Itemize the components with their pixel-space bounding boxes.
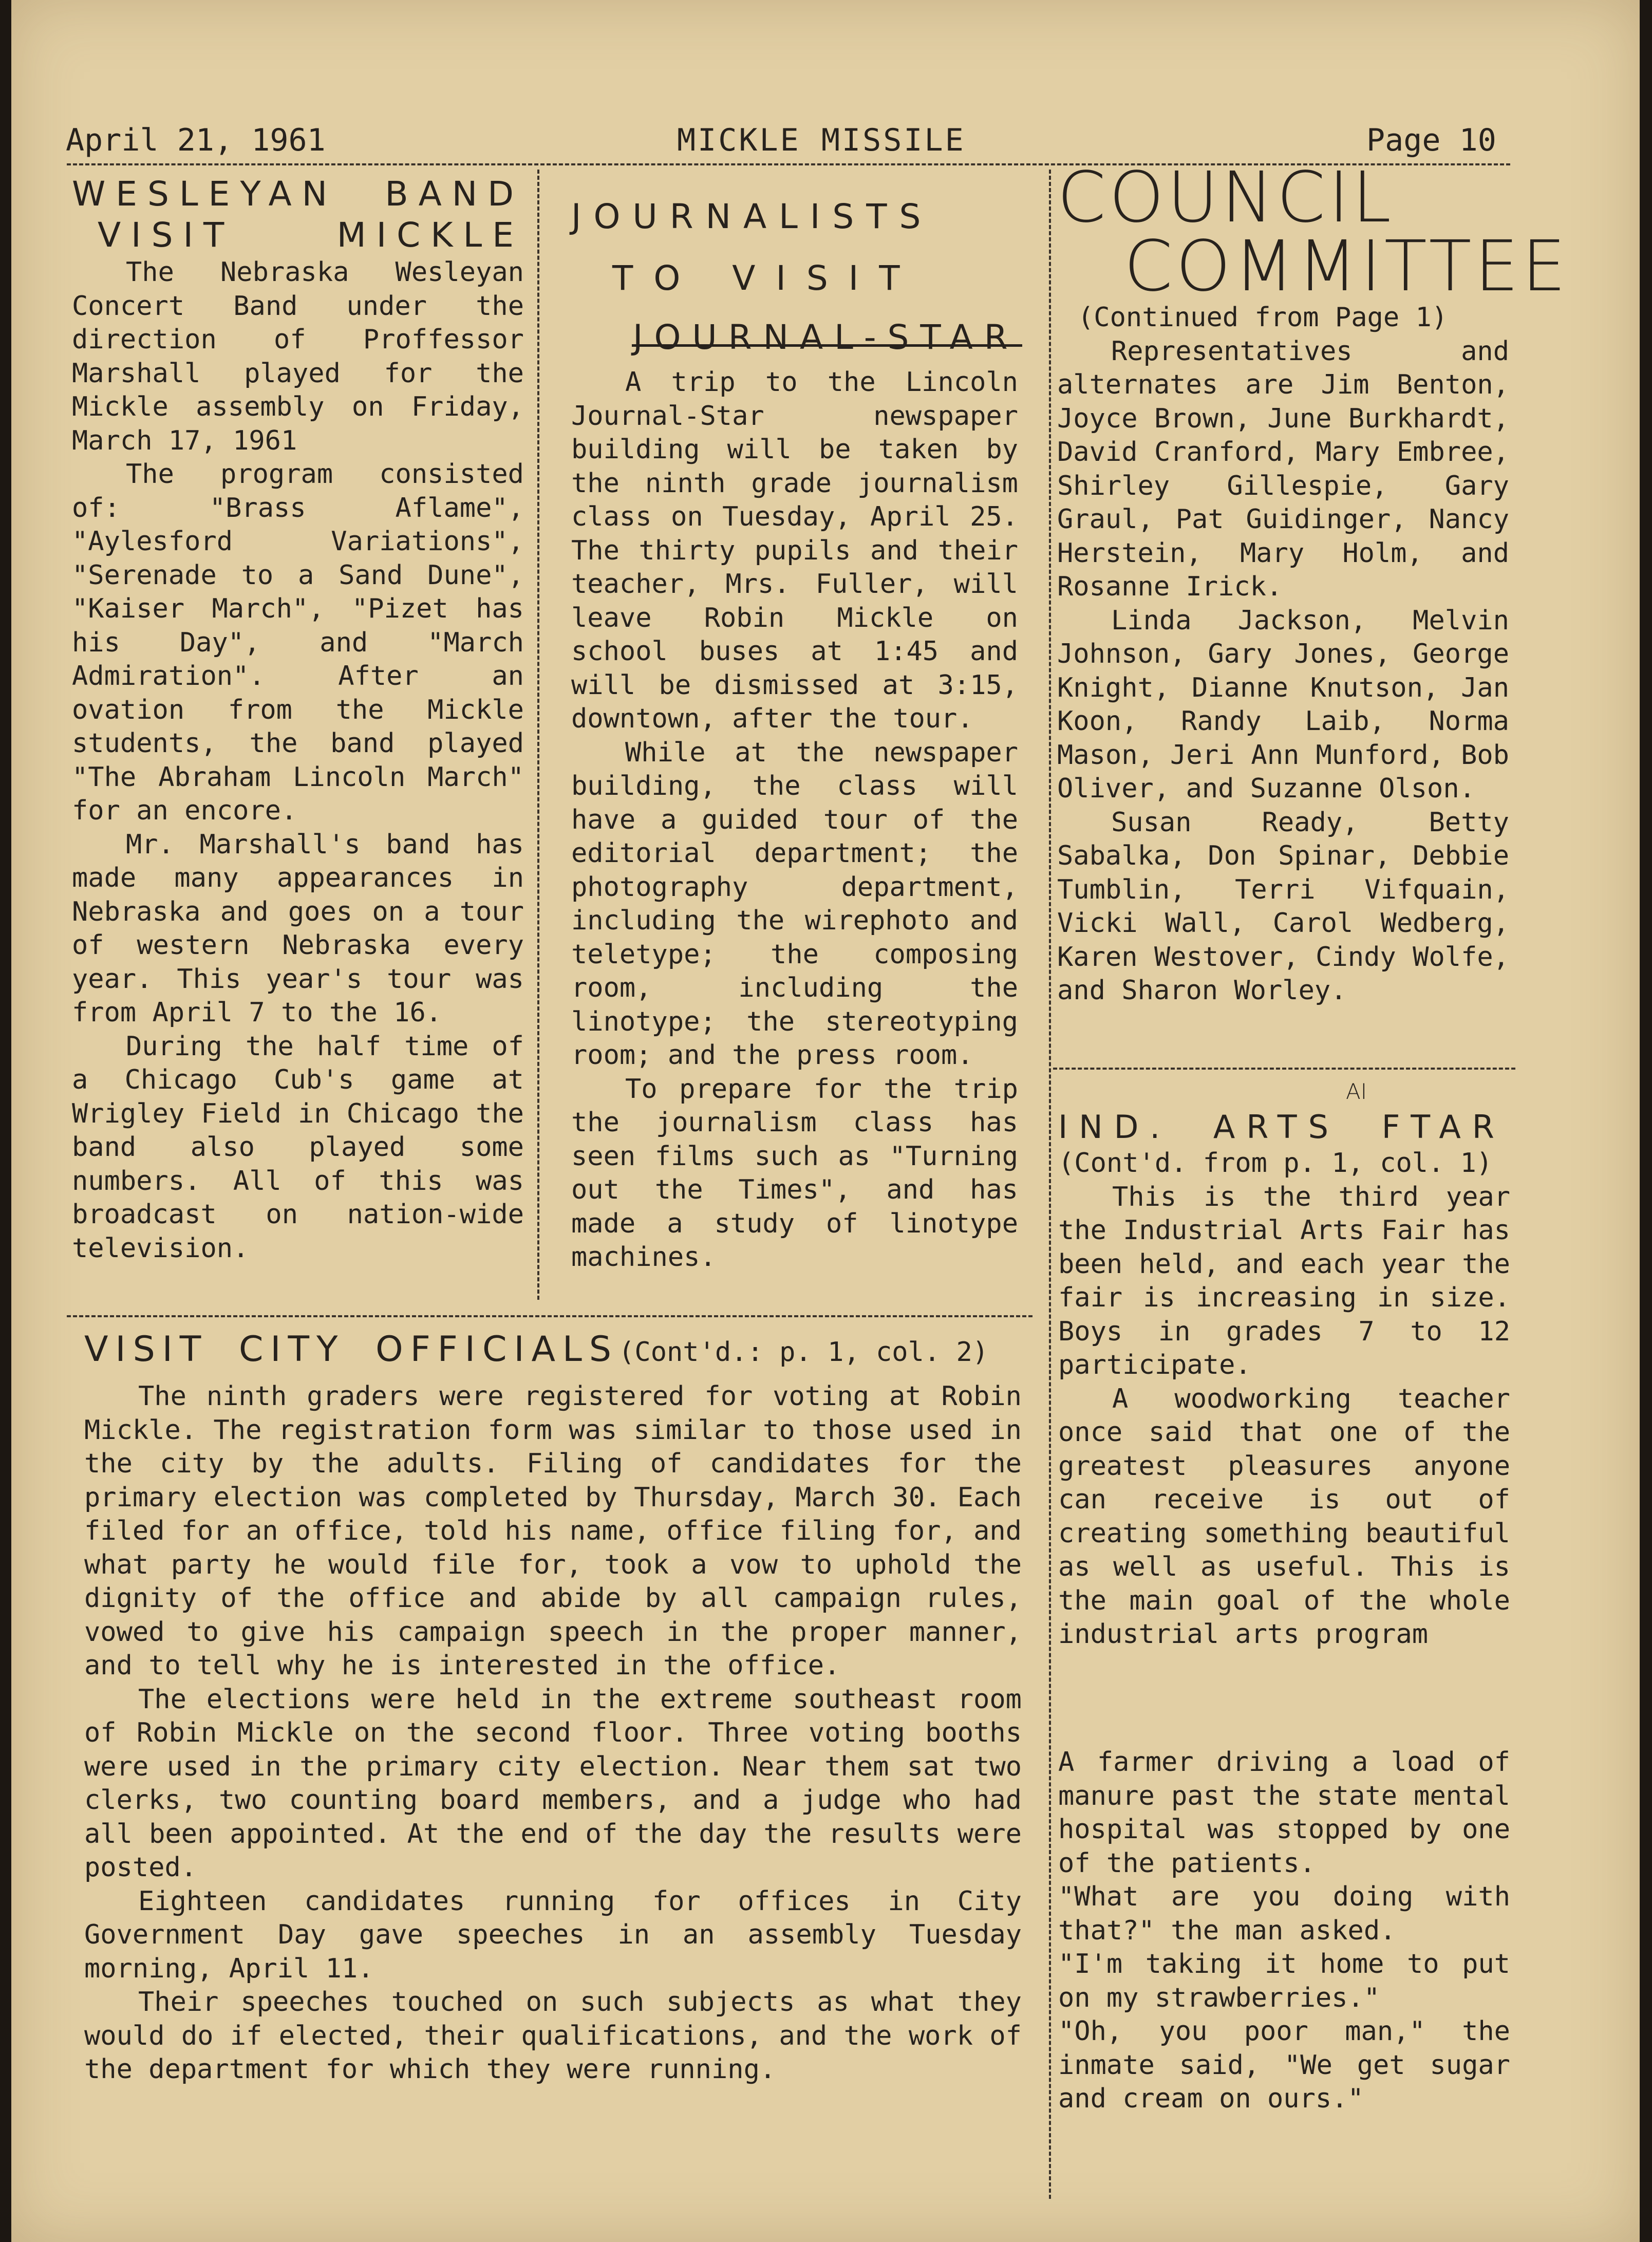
council-paragraph: Linda Jackson, Melvin Johnson, Gary Jones, George Knight, Dianne Knutson, Jan Koon, Randy Laib, Norma Mason, Jeri Ann Munford, Bob Oliver, and Suzanne Olson.: [1057, 605, 1509, 804]
journalists-paragraph: While at the newspaper building, the class will have a guided tour of the editorial department; the photography department, including the wirephoto and teletype; the composing room, including the linotype; the stereotyping room; and the press room.: [571, 737, 1018, 1071]
officials-headline-row: [84, 1328, 1022, 1380]
journalists-headline-line2: TO VISIT: [612, 258, 921, 298]
indarts-continued-note: (Cont'd. from p. 1, col. 1): [1058, 1148, 1493, 1179]
council-headline-line2: COMMITTEE: [1124, 226, 1569, 307]
council-continued-note: (Continued from Page 1): [1078, 302, 1448, 333]
column-divider-2: [1049, 170, 1051, 2199]
council-end-rule: [1053, 1068, 1515, 1070]
indarts-headline-block: [1058, 1079, 1510, 1147]
wesleyan-paragraph: The program consisted of: "Brass Aflame", "Aylesford Variations", "Serenade to a Sand Dune", "Kaiser March", "Pizet has his Day", and "March Admiration". After an ovation from the Mickle students, the band played "The Abraham Lincoln March" for an encore.: [72, 459, 524, 826]
newspaper-title: MICKLE MISSILE: [677, 122, 966, 158]
officials-continued-note: (Cont'd.: p. 1, col. 2): [618, 1337, 989, 1368]
article-journalists: [571, 186, 1018, 1275]
officials-top-rule: [67, 1315, 1032, 1317]
journalists-paragraph: To prepare for the trip the journalism class has seen films such as "Turning out the Times", and has made a study of linotype machines.: [571, 1073, 1018, 1273]
wesleyan-paragraph: During the half time of a Chicago Cub's game at Wrigley Field in Chicago the band also played some numbers. All of this was broadcast on nation-wide television.: [72, 1031, 524, 1264]
joke-line: "I'm taking it home to put on my strawberries.": [1058, 1949, 1510, 2013]
article-wesleyan: [72, 174, 524, 1265]
officials-headline: VISIT CITY OFFICIALS: [84, 1329, 619, 1370]
council-headline-line1: COUNCIL: [1057, 157, 1395, 238]
indarts-paragraph: This is the third year the Industrial Arts Fair has been held, and each year the fair is increasing in size. Boys in grades 7 to 12 participate.: [1058, 1181, 1510, 1380]
officials-paragraph: Their speeches touched on such subjects as what they would do if elected, their qualifications, and the work of the department for which they were running.: [84, 1987, 1022, 2085]
page-number: Page 10: [1366, 122, 1496, 158]
wesleyan-paragraph: The Nebraska Wesleyan Concert Band under the direction of Proffessor Marshall played for the Mickle assembly on Friday, March 17, 1961: [72, 257, 524, 456]
journalists-paragraph: A trip to the Lincoln Journal-Star newspaper building will be taken by the ninth grade journalism class on Tuesday, April 25. The thirty pupils and their teacher, Mrs. Fuller, will leave Robin Mickle on school buses at 1:45 and will be dismissed at 3:15, downtown, after the tour.: [571, 367, 1018, 734]
column-divider-1: [537, 170, 539, 1300]
journalists-headline-line3: JOURNAL-STAR: [633, 317, 1019, 357]
officials-paragraph: The elections were held in the extreme southeast room of Robin Mickle on the second floor. Three voting booths were used in the primary city election. Near them sat two clerks, two counting board members, and a judge who had all been appointed. At the end of the day the results were posted.: [84, 1684, 1022, 1883]
joke-line: A farmer driving a load of manure past the state mental hospital was stopped by one of the patients.: [1058, 1747, 1510, 1879]
journalists-headline-line1: JOURNALISTS: [571, 197, 933, 236]
filler-joke: [1058, 1746, 1510, 2116]
council-paragraph: Susan Ready, Betty Sabalka, Don Spinar, Debbie Tumblin, Terri Vifquain, Vicki Wall, Carol Wedberg, Karen Westover, Cindy Wolfe, and Sharon Worley.: [1057, 807, 1509, 1006]
article-indarts: [1058, 1079, 1510, 1652]
indarts-headline-correction: AI: [1346, 1079, 1367, 1104]
issue-date: April 21, 1961: [66, 122, 326, 158]
officials-paragraph: Eighteen candidates running for offices in City Government Day gave speeches in an assembly Tuesday morning, April 11.: [84, 1885, 1022, 1984]
indarts-headline: IND. ARTS FTAR: [1058, 1108, 1506, 1146]
joke-line: "What are you doing with that?" the man asked.: [1058, 1881, 1510, 1946]
officials-paragraph: The ninth graders were registered for voting at Robin Mickle. The registration form was similar to those used in the city by the adults. Filing of candidates for the primary election was completed by Thursday, March 30. Each filed for an office, told his name, office filing for, and what party he would file for, took a vow to uphold the dignity of the office and abide by all campaign rules, vowed to give his campaign speech in the proper manner, and to tell why he is interested in the office.: [84, 1381, 1022, 1681]
headline-underline: [632, 344, 1022, 347]
indarts-paragraph: A woodworking teacher once said that one of the greatest pleasures anyone can receive is out of creating something beautiful as well as useful. This is the main goal of the whole industrial arts program: [1058, 1383, 1510, 1650]
wesleyan-paragraph: Mr. Marshall's band has made many appearances in Nebraska and goes on a tour of western Nebraska every year. This year's tour was from April 7 to the 16.: [72, 829, 524, 1028]
article-council: [1057, 157, 1569, 1008]
article-officials: [84, 1328, 1022, 2087]
wesleyan-headline-line1: WESLEYAN BAND: [72, 174, 524, 214]
council-paragraph: Representatives and alternates are Jim Benton, Joyce Brown, June Burkhardt, David Cranford, Mary Embree, Shirley Gillespie, Gary Graul, Pat Guidinger, Nancy Herstein, Mary Holm, and Rosanne Irick.: [1057, 335, 1509, 602]
wesleyan-headline-line2: VISIT MICKLE: [98, 215, 524, 255]
joke-line: "Oh, you poor man," the inmate said, "We get sugar and cream on ours.": [1058, 2016, 1510, 2114]
